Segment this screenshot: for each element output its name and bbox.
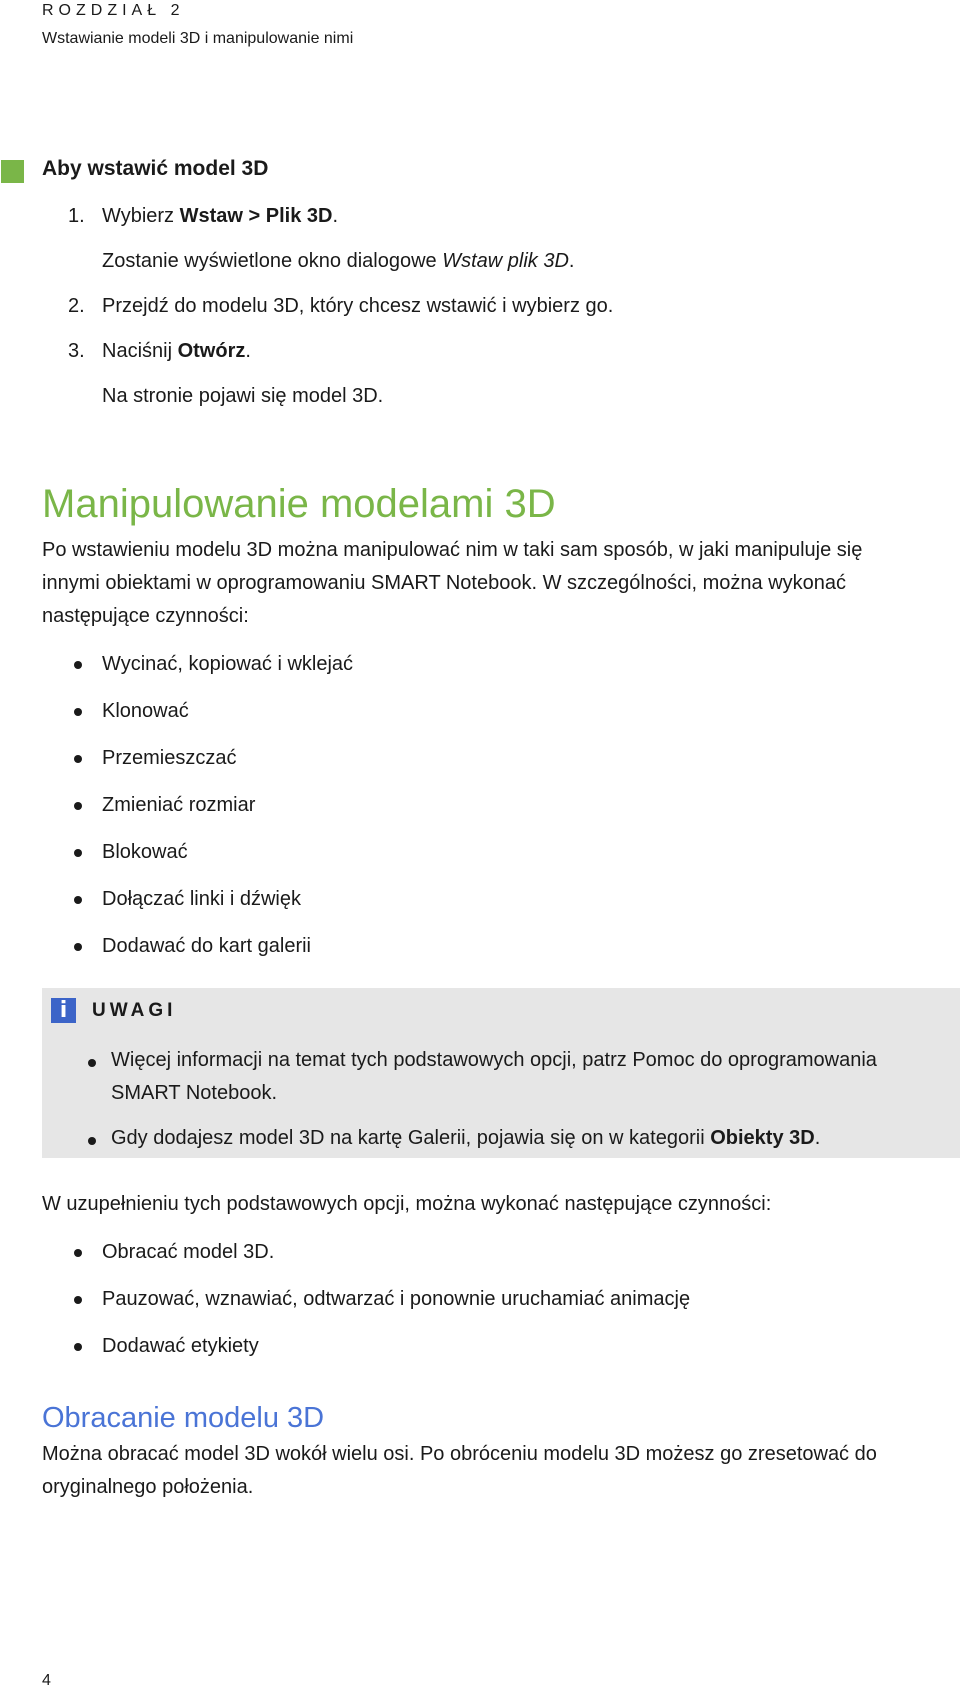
section-intro: Po wstawieniu modelu 3D można manipulować nim w taki sam sposób, w jaki manipuluje się innymi obiektami w oprogramowaniu SMART Notebook. W szczególności, można wykonać następujące czynności: xyxy=(42,539,863,627)
list-item xyxy=(42,1240,922,1287)
section-title-rotation: Obracanie modelu 3D xyxy=(42,1402,325,1434)
list-item-text: Dołączać linki i dźwięk xyxy=(102,888,301,910)
section-title-manipulation: Manipulowanie modelami 3D xyxy=(42,482,556,526)
list-item xyxy=(42,652,922,699)
list-item-text: Przemieszczać xyxy=(102,747,237,769)
step-1 xyxy=(42,204,922,228)
list-item xyxy=(42,934,922,981)
dialog-name: Wstaw plik 3D xyxy=(442,250,569,272)
manipulation-list xyxy=(42,652,922,981)
list-item-text: Klonować xyxy=(102,700,189,722)
list-item xyxy=(42,1044,942,1110)
step-3-result: Na stronie pojawi się model 3D. xyxy=(102,385,384,407)
list-item-text: Dodawać etykiety xyxy=(102,1335,259,1357)
bullet-icon xyxy=(74,1249,82,1257)
section-intro-2: W uzupełnieniu tych podstawowych opcji, można wykonać następujące czynności: xyxy=(42,1193,772,1215)
step-3 xyxy=(42,339,922,363)
bullet-icon xyxy=(74,1296,82,1304)
list-item-text: Wycinać, kopiować i wklejać xyxy=(102,653,354,675)
category-name: Obiekty 3D xyxy=(710,1127,815,1149)
procedure-title: Aby wstawić model 3D xyxy=(42,157,269,180)
list-item-text: Blokować xyxy=(102,841,188,863)
additional-actions-list xyxy=(42,1240,922,1381)
info-icon: i xyxy=(51,998,76,1023)
procedure-steps xyxy=(42,204,922,429)
list-item xyxy=(42,793,922,840)
step-number: 1. xyxy=(68,205,85,227)
rotation-text: Można obracać model 3D wokół wielu osi. Po obróceniu modelu 3D możesz go zresetować do oryginalnego położenia. xyxy=(42,1443,877,1498)
step-text: Naciśnij xyxy=(102,340,178,362)
bullet-icon xyxy=(74,661,82,669)
bullet-icon xyxy=(74,896,82,904)
chapter-label: ROZDZIAŁ 2 xyxy=(42,2,185,19)
step-text: Przejdź do modelu 3D, który chcesz wstawić i wybierz go. xyxy=(102,295,614,317)
list-item xyxy=(42,840,922,887)
bullet-icon xyxy=(74,708,82,716)
step-2 xyxy=(42,294,922,318)
bullet-icon xyxy=(74,1343,82,1351)
list-item-text: Dodawać do kart galerii xyxy=(102,935,311,957)
bullet-icon xyxy=(74,755,82,763)
step-button-name: Otwórz xyxy=(177,340,246,362)
bullet-icon xyxy=(74,802,82,810)
bullet-icon xyxy=(88,1137,96,1145)
step-number: 2. xyxy=(68,295,85,317)
list-item xyxy=(42,1287,922,1334)
note-text: Gdy dodajesz model 3D na kartę Galerii, pojawia się on w kategorii xyxy=(111,1127,711,1149)
note-list xyxy=(42,1044,942,1167)
bullet-icon xyxy=(74,849,82,857)
note-punct: . xyxy=(814,1127,821,1149)
result-punct: . xyxy=(568,250,575,272)
step-menu-path: Wstaw > Plik 3D xyxy=(179,205,333,227)
bullet-icon xyxy=(74,943,82,951)
list-item xyxy=(42,887,922,934)
list-item-text: Pauzować, wznawiać, odtwarzać i ponownie uruchamiać animację xyxy=(102,1288,691,1310)
list-item-text: Obracać model 3D. xyxy=(102,1241,275,1263)
page-header xyxy=(42,0,353,48)
step-1-result xyxy=(42,249,922,273)
step-punct: . xyxy=(245,340,251,362)
note-text: Więcej informacji na temat tych podstawowych opcji, patrz Pomoc do oprogramowania SMART Notebook. xyxy=(111,1049,877,1104)
step-number: 3. xyxy=(68,340,85,362)
chapter-subtitle: Wstawianie modeli 3D i manipulowanie nimi xyxy=(42,30,354,47)
list-item xyxy=(42,746,922,793)
bullet-icon xyxy=(88,1059,96,1067)
list-item xyxy=(42,1334,922,1381)
list-item xyxy=(42,699,922,746)
step-punct: . xyxy=(332,205,339,227)
list-item xyxy=(42,1122,942,1155)
page-number: 4 xyxy=(42,1672,51,1689)
note-label: UWAGI xyxy=(92,1000,177,1021)
list-item-text: Zmieniać rozmiar xyxy=(102,794,256,816)
note-box xyxy=(42,988,960,1158)
green-square-icon xyxy=(1,160,24,183)
step-text: Wybierz xyxy=(102,205,180,227)
result-text: Zostanie wyświetlone okno dialogowe xyxy=(102,250,443,272)
